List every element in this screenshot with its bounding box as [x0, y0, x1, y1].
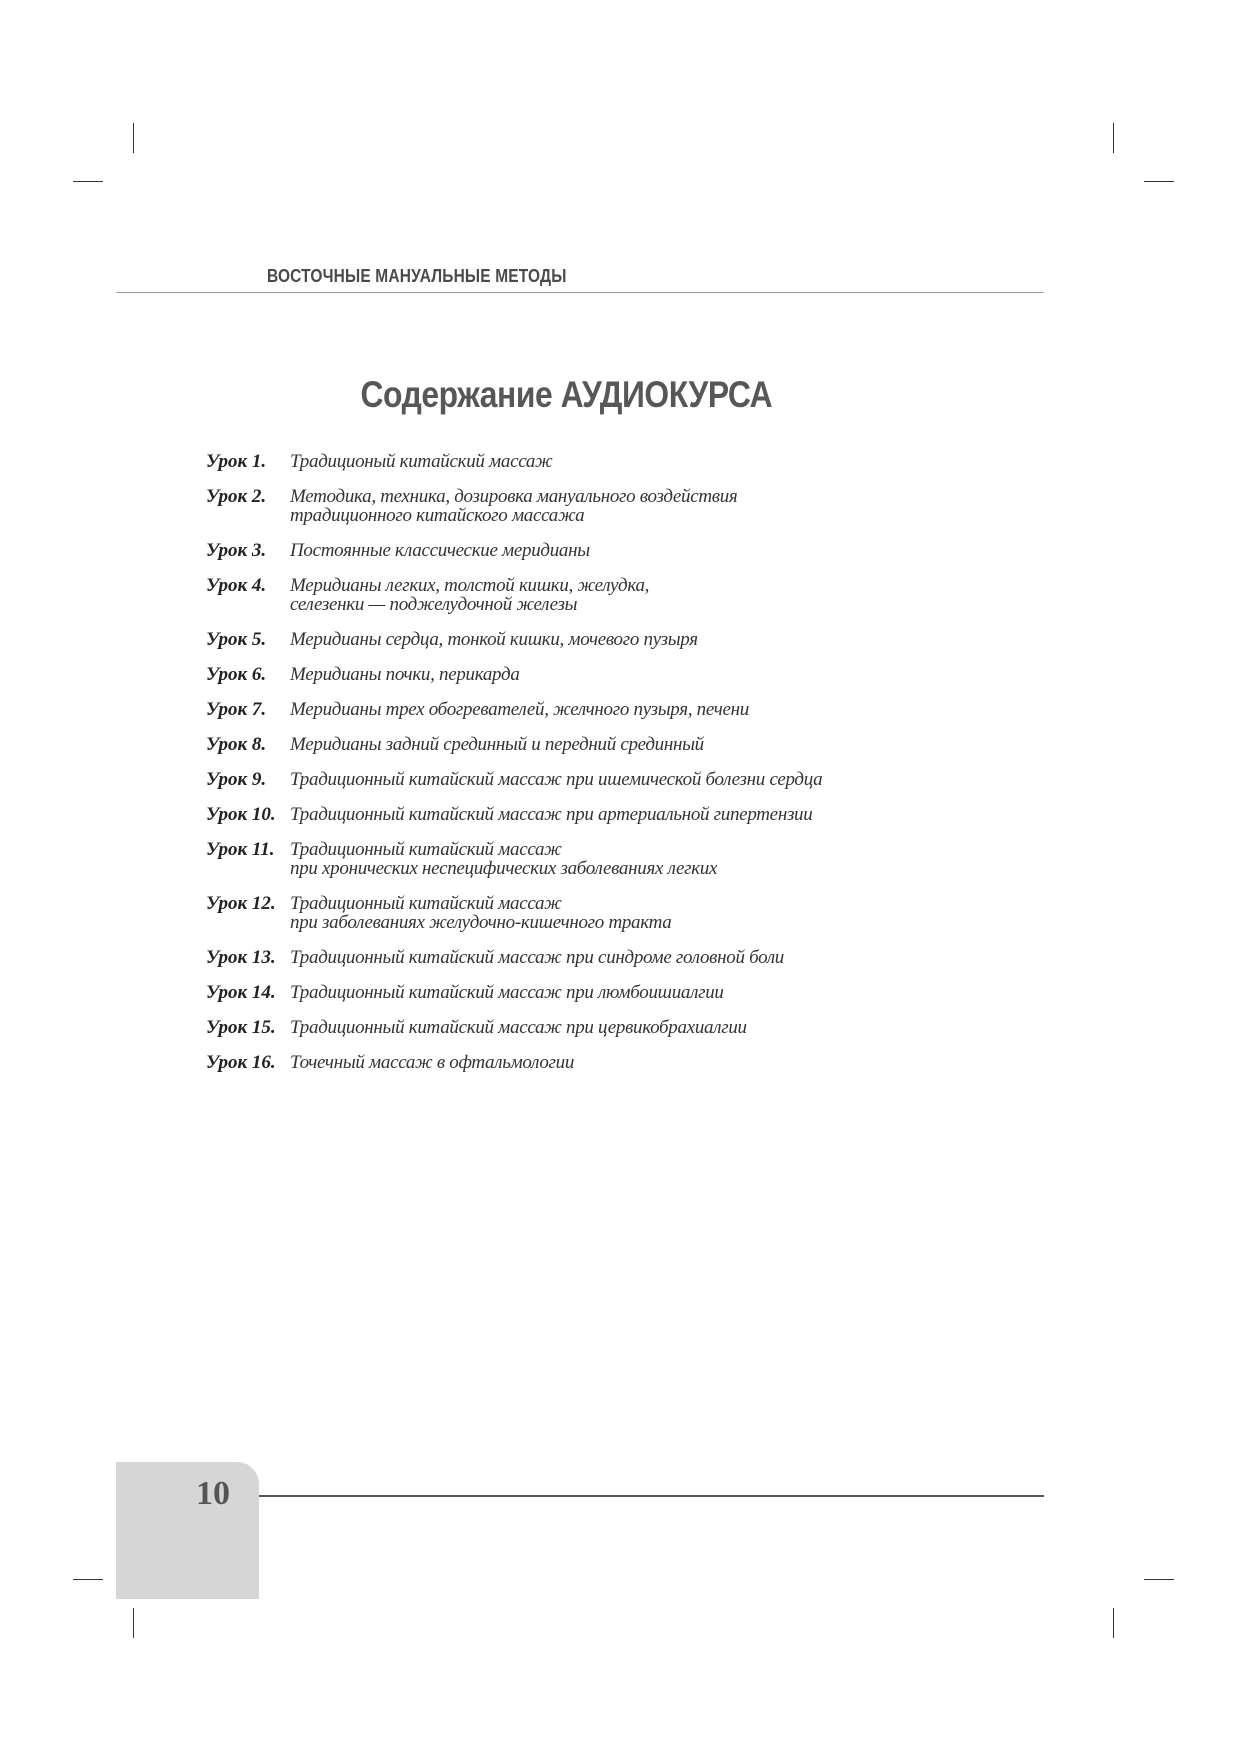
lesson-title — [290, 630, 1006, 649]
running-head: ВОСТОЧНЫЕ МАНУАЛЬНЫЕ МЕТОДЫ — [267, 266, 567, 286]
crop-mark-top-left-horizontal — [73, 181, 103, 182]
lesson-label: Урок 4. — [206, 575, 267, 596]
lesson-item — [206, 948, 1006, 967]
crop-mark-bottom-right-vertical — [1113, 1608, 1114, 1638]
lesson-title-line: Меридианы легких, толстой кишки, желудка, — [290, 575, 650, 596]
lesson-label: Урок 8. — [206, 734, 267, 755]
lesson-label: Урок 12. — [206, 893, 276, 914]
lesson-item — [206, 840, 1006, 878]
lesson-title — [290, 487, 1006, 525]
lesson-title — [290, 452, 1006, 471]
page-title-text: Содержание АУДИОКУРСА — [360, 374, 773, 415]
lesson-item — [206, 894, 1006, 932]
lesson-title-line: традиционного китайского массажа — [290, 505, 585, 526]
lesson-item — [206, 1018, 1006, 1037]
lesson-title — [290, 665, 1006, 684]
lesson-title-line: Традиционый китайский массаж — [290, 451, 553, 472]
lesson-title — [290, 894, 1006, 932]
crop-mark-bottom-right-horizontal — [1144, 1579, 1174, 1580]
lesson-item — [206, 576, 1006, 614]
lesson-label: Урок 10. — [206, 804, 276, 825]
lesson-label: Урок 2. — [206, 486, 267, 507]
lesson-item — [206, 1053, 1006, 1072]
lesson-title-line: Меридианы сердца, тонкой кишки, мочевого пузыря — [290, 629, 698, 650]
lesson-item — [206, 805, 1006, 824]
lesson-label: Урок 11. — [206, 839, 275, 860]
header-rule — [116, 292, 1044, 293]
lesson-title-line: Традиционный китайский массаж при артериальной гипертензии — [290, 804, 813, 825]
lesson-title — [290, 576, 1006, 614]
lesson-title-line: Традиционный китайский массаж при цервикобрахиалгии — [290, 1017, 747, 1038]
crop-mark-top-right-horizontal — [1144, 181, 1174, 182]
lesson-title — [290, 700, 1006, 719]
lesson-item — [206, 487, 1006, 525]
lesson-title — [290, 983, 1006, 1002]
page-number: 10 — [196, 1475, 230, 1512]
lesson-title-line: Традиционный китайский массаж при люмбоишиалгии — [290, 982, 724, 1003]
lesson-item — [206, 452, 1006, 471]
lesson-title — [290, 840, 1006, 878]
lesson-label: Урок 9. — [206, 769, 267, 790]
page-title — [0, 374, 1133, 416]
lesson-title-line: Традиционный китайский массаж при ишемической болезни сердца — [290, 769, 823, 790]
lesson-title — [290, 1018, 1006, 1037]
crop-mark-bottom-left-horizontal — [73, 1579, 103, 1580]
lesson-title-line: Традиционный китайский массаж — [290, 839, 562, 860]
lesson-title — [290, 1053, 1006, 1072]
lesson-title-line: Точечный массаж в офтальмологии — [290, 1052, 575, 1073]
lesson-label: Урок 5. — [206, 629, 267, 650]
lesson-title — [290, 770, 1006, 789]
contents-list — [206, 452, 1006, 1088]
lesson-title-line: Меридианы задний срединный и передний срединный — [290, 734, 704, 755]
lesson-title-line: Постоянные классические меридианы — [290, 540, 590, 561]
lesson-title-line: селезенки — поджелудочной железы — [290, 594, 578, 615]
lesson-item — [206, 770, 1006, 789]
lesson-label: Урок 7. — [206, 699, 267, 720]
lesson-item — [206, 541, 1006, 560]
lesson-item — [206, 735, 1006, 754]
lesson-title-line: Традиционный китайский массаж — [290, 893, 562, 914]
lesson-title-line: при заболеваниях желудочно-кишечного тракта — [290, 912, 672, 933]
lesson-title — [290, 948, 1006, 967]
crop-mark-bottom-left-vertical — [133, 1608, 134, 1638]
lesson-label: Урок 3. — [206, 540, 267, 561]
lesson-title — [290, 805, 1006, 824]
lesson-title-line: Меридианы трех обогревателей, желчного пузыря, печени — [290, 699, 749, 720]
crop-mark-top-right-vertical — [1113, 123, 1114, 153]
lesson-title-line: Методика, техника, дозировка мануального воздействия — [290, 486, 738, 507]
lesson-label: Урок 15. — [206, 1017, 276, 1038]
lesson-label: Урок 14. — [206, 982, 276, 1003]
page-number-tab — [116, 1462, 259, 1599]
crop-mark-top-left-vertical — [133, 123, 134, 153]
footer-rule — [259, 1495, 1044, 1497]
lesson-item — [206, 983, 1006, 1002]
lesson-item — [206, 700, 1006, 719]
lesson-title-line: Меридианы почки, перикарда — [290, 664, 520, 685]
lesson-label: Урок 16. — [206, 1052, 276, 1073]
lesson-title — [290, 735, 1006, 754]
lesson-label: Урок 1. — [206, 451, 267, 472]
lesson-item — [206, 630, 1006, 649]
lesson-title-line: Традиционный китайский массаж при синдроме головной боли — [290, 947, 785, 968]
lesson-label: Урок 13. — [206, 947, 276, 968]
lesson-title — [290, 541, 1006, 560]
lesson-item — [206, 665, 1006, 684]
lesson-label: Урок 6. — [206, 664, 267, 685]
lesson-title-line: при хронических неспецифических заболеваниях легких — [290, 858, 718, 879]
